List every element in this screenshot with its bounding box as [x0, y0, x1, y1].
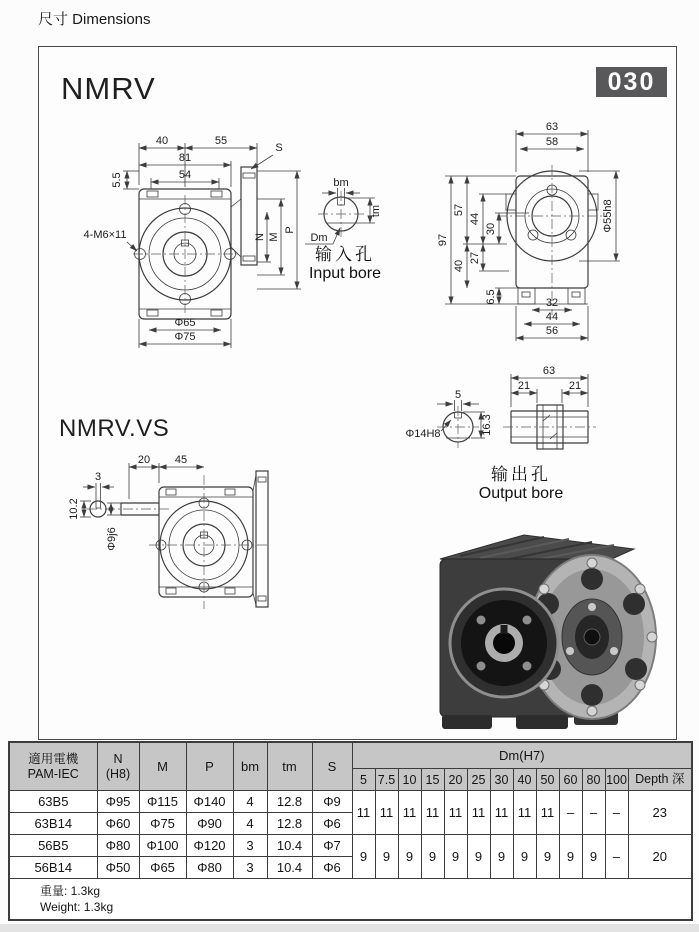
dm-size-60: 60 — [559, 769, 582, 791]
weight-note — [9, 879, 692, 921]
bolt-note: 4-M6×11 — [83, 229, 127, 241]
dim-21-left: 21 — [517, 380, 531, 392]
dim-16-3: 16.3 — [481, 414, 493, 436]
label-tm: tm — [370, 204, 382, 218]
dim-44-lower: 44 — [545, 311, 559, 323]
dim-54: 54 — [178, 169, 192, 181]
dim-58: 58 — [545, 136, 559, 148]
dim-30: 30 — [485, 222, 497, 236]
dim-55: 55 — [214, 135, 228, 147]
col-header-p: P — [186, 742, 233, 791]
dm-size-5: 5 — [352, 769, 375, 791]
col-header-pam: 適用電機 PAM-IEC — [9, 742, 97, 791]
dim-5-5: 5.5 — [111, 172, 123, 188]
table-header-row-1 — [9, 742, 692, 769]
model-cell: 56B14 — [9, 857, 97, 879]
col-header-dm-group: Dm(H7) — [352, 742, 692, 769]
dim-57: 57 — [453, 203, 465, 217]
dim-44-upper: 44 — [469, 212, 481, 226]
dim-56: 56 — [545, 325, 559, 337]
dm-size-50: 50 — [536, 769, 559, 791]
label-p: P — [284, 226, 296, 234]
table-row-56b14: 56B14 Φ50 Φ65 Φ80 3 10.4 Φ6 — [9, 857, 692, 879]
output-bore-drawing — [405, 365, 596, 449]
dim-phi14h8: Φ14H8 — [405, 428, 441, 440]
dim-phi75: Φ75 — [174, 331, 196, 343]
dm-size-40: 40 — [513, 769, 536, 791]
dim-20: 20 — [137, 454, 151, 466]
dim-40: 40 — [155, 135, 169, 147]
dim-3: 3 — [94, 471, 102, 483]
table-row-63b5: 63B5 Φ95 Φ115 Φ140 4 12.8 Φ9 11 11 11 11 11 11 11 11 11 – – – 23 — [9, 791, 692, 813]
output-bore-caption — [479, 465, 564, 503]
col-header-n: N (H8) — [97, 742, 139, 791]
photo-front-face — [450, 589, 558, 697]
model-cell: 63B14 — [9, 813, 97, 835]
dim-key-5: 5 — [454, 389, 462, 401]
dim-21-right: 21 — [568, 380, 582, 392]
dim-63: 63 — [545, 121, 559, 133]
dim-97: 97 — [437, 233, 449, 247]
dim-phi55h8: Φ55h8 — [602, 199, 614, 233]
dimension-table — [8, 741, 693, 921]
gearbox-photo — [424, 519, 664, 734]
dim-81: 81 — [178, 152, 192, 164]
dim-40: 40 — [453, 259, 465, 273]
label-m: M — [268, 232, 280, 242]
dm-size-10: 10 — [398, 769, 421, 791]
dim-6-5: 6.5 — [485, 289, 497, 305]
col-header-bm: bm — [233, 742, 267, 791]
output-bore-caption-zh: 输出孔 — [491, 465, 551, 484]
input-bore-caption-zh: 输入孔 — [315, 245, 375, 264]
page-edge-strip — [0, 924, 699, 932]
output-bore-caption-en: Output bore — [478, 484, 564, 502]
dim-phi65: Φ65 — [174, 317, 196, 329]
dim-phi9j6: Φ9j6 — [106, 527, 118, 551]
model-vs-heading: NMRV.VS — [59, 415, 170, 442]
col-header-tm: tm — [267, 742, 312, 791]
depth-cell: 23 — [628, 791, 692, 835]
dim-63-shaft: 63 — [542, 365, 556, 377]
table-footer-row — [9, 879, 692, 921]
dm-size-25: 25 — [467, 769, 490, 791]
label-dm: Dm — [310, 232, 328, 244]
dm-size-7-5: 7.5 — [375, 769, 398, 791]
model-cell: 63B5 — [9, 791, 97, 813]
back-view-drawing — [437, 121, 620, 341]
label-n: N — [254, 233, 266, 241]
model-heading: NMRV — [61, 71, 156, 106]
label-s: S — [275, 142, 283, 154]
table-row-63b14: 63B14 Φ60 Φ75 Φ90 4 12.8 Φ6 — [9, 813, 692, 835]
dm-size-30: 30 — [490, 769, 513, 791]
depth-cell: 20 — [628, 835, 692, 879]
dim-32: 32 — [545, 297, 559, 309]
table-row-56b5: 56B5 Φ80 Φ100 Φ120 3 10.4 Φ7 9 9 9 9 9 9 9 9 9 9 9 – 20 — [9, 835, 692, 857]
model-cell: 56B5 — [9, 835, 97, 857]
dm-size-15: 15 — [421, 769, 444, 791]
dm-size-20: 20 — [444, 769, 467, 791]
dim-10-2: 10.2 — [68, 498, 80, 520]
dm-size-100: 100 — [605, 769, 628, 791]
input-bore-caption-en: Input bore — [308, 264, 382, 282]
dim-45: 45 — [174, 454, 188, 466]
input-bore-drawing — [318, 177, 382, 237]
drawing-panel — [38, 46, 677, 740]
dm-size-80: 80 — [582, 769, 605, 791]
input-bore-caption — [309, 245, 381, 283]
col-header-m: M — [139, 742, 186, 791]
col-header-s: S — [312, 742, 352, 791]
vs-view-drawing — [68, 454, 269, 609]
front-view-drawing — [84, 135, 340, 348]
weight-en: Weight: 1.3kg — [40, 900, 114, 915]
size-badge: 030 — [596, 67, 667, 97]
page-title: 尺寸 Dimensions — [38, 11, 151, 28]
col-header-depth: Depth 深 — [628, 769, 692, 791]
weight-zh: 重量: 1.3kg — [40, 884, 101, 898]
label-bm: bm — [333, 177, 349, 189]
dim-27: 27 — [469, 251, 481, 265]
